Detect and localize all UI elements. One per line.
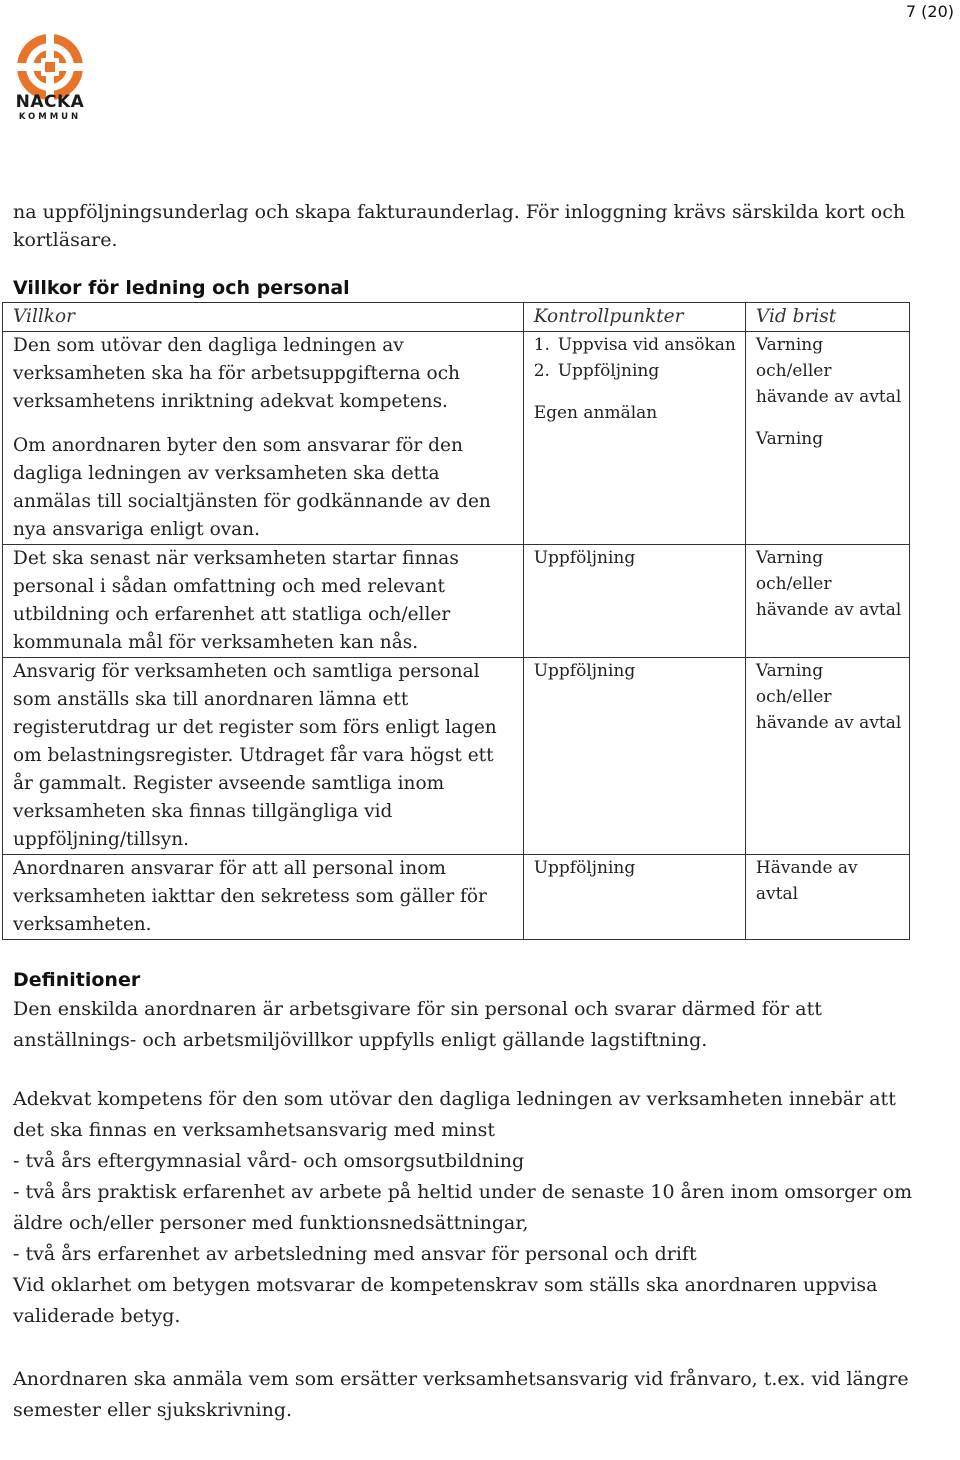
logo-name: NACKA xyxy=(15,92,85,112)
kontroll-text: Uppföljning xyxy=(557,361,660,381)
competence-line: Vid oklarhet om betygen motsvarar de kompetenskrav som ställs ska anordnaren uppvisa validerade betyg. xyxy=(13,1274,878,1327)
table-row xyxy=(3,332,910,545)
competence-line: Adekvat kompetens för den som utövar den dagliga ledningen av verksamheten innebär att det ska finnas en verksamhetsansvarig med minst xyxy=(13,1088,896,1141)
cell-villkor xyxy=(3,332,524,545)
table-row xyxy=(3,658,910,855)
list-item: 2. Uppföljning xyxy=(534,358,739,384)
header-kontrollpunkter: Kontrollpunkter xyxy=(523,303,745,332)
competence-line: - två års eftergymnasial vård- och omsorgsutbildning xyxy=(13,1150,525,1172)
competence-line: - två års praktisk erfarenhet av arbete på heltid under de senaste 10 åren inom omsorger om äldre och/eller personer med funktionsnedsättningar, xyxy=(13,1181,913,1234)
kontroll-text: Egen anmälan xyxy=(533,403,658,423)
cell-kontrollpunkter xyxy=(523,658,745,855)
cell-kontrollpunkter xyxy=(523,855,745,940)
cell-vid-brist xyxy=(745,855,909,940)
substitute-paragraph: Anordnaren ska anmäla vem som ersätter verksamhetsansvarig vid frånvaro, t.ex. vid längre semester eller sjukskrivning. xyxy=(13,1368,909,1421)
brist-text: Varning och/eller hävande av avtal xyxy=(755,548,902,620)
kontroll-text: Uppföljning xyxy=(533,548,636,568)
kontroll-text: Uppföljning xyxy=(533,661,636,681)
table-header-row xyxy=(3,303,910,332)
header-villkor: Villkor xyxy=(3,303,524,332)
kontroll-text: Uppföljning xyxy=(533,858,636,878)
definitions-title: Definitioner xyxy=(13,969,141,991)
competence-paragraph xyxy=(13,1084,913,1332)
cell-kontrollpunkter xyxy=(523,332,745,545)
cell-vid-brist xyxy=(745,332,909,545)
intro-paragraph: na uppföljningsunderlag och skapa fakturaunderlag. För inloggning krävs särskilda kort och kortläsare. xyxy=(13,201,906,251)
section-title: Villkor för ledning och personal xyxy=(13,277,350,299)
page-number: 7 (20) xyxy=(905,2,954,21)
cell-villkor: Det ska senast när verksamheten startar finnas personal i sådan omfattning och med relevant utbildning och erfarenhet att statliga och/eller kommunala mål för verksamheten kan nås. xyxy=(3,545,524,658)
cell-vid-brist xyxy=(745,658,909,855)
brist-text: Varning och/eller hävande av avtal xyxy=(755,335,902,407)
cell-kontrollpunkter xyxy=(523,545,745,658)
conditions-table xyxy=(2,302,910,940)
definitions-paragraph: Den enskilda anordnaren är arbetsgivare för sin personal och svarar därmed för att anställnings- och arbetsmiljövillkor uppfylls enligt gällande lagstiftning. xyxy=(13,998,822,1051)
cell-villkor: Anordnaren ansvarar för att all personal inom verksamheten iakttar den sekretess som gäller för verksamheten. xyxy=(3,855,524,940)
villkor-text: Den som utövar den dagliga ledningen av verksamheten ska ha för arbetsuppgifterna och verksamhetens inriktning adekvat kompetens. xyxy=(13,335,460,412)
header-vid-brist: Vid brist xyxy=(745,303,909,332)
competence-line: - två års erfarenhet av arbetsledning med ansvar för personal och drift xyxy=(13,1243,697,1265)
villkor-text: Om anordnaren byter den som ansvarar för den dagliga ledningen av verksamheten ska detta anmälas till socialtjänsten för godkännande av den nya ansvariga enligt ovan. xyxy=(13,435,491,540)
logo-subtitle: KOMMUN xyxy=(18,112,82,122)
kontroll-text: Uppvisa vid ansökan xyxy=(557,335,736,355)
table-row xyxy=(3,855,910,940)
brist-text: Hävande av avtal xyxy=(755,858,858,904)
brist-text: Varning xyxy=(755,429,824,449)
brist-text: Varning och/eller hävande av avtal xyxy=(755,661,902,733)
list-item: 1. Uppvisa vid ansökan xyxy=(534,332,739,358)
document-body xyxy=(13,198,913,1426)
table-row xyxy=(3,545,910,658)
cell-vid-brist xyxy=(745,545,909,658)
cell-villkor: Ansvarig för verksamheten och samtliga personal som anställs ska till anordnaren lämna ett registerutdrag ur det register som förs enligt lagen om belastningsregister. Utdraget får vara högst ett år gammalt. Register avseende samtliga inom verksamheten ska finnas tillgängliga vid uppföljning/tillsyn. xyxy=(3,658,524,855)
